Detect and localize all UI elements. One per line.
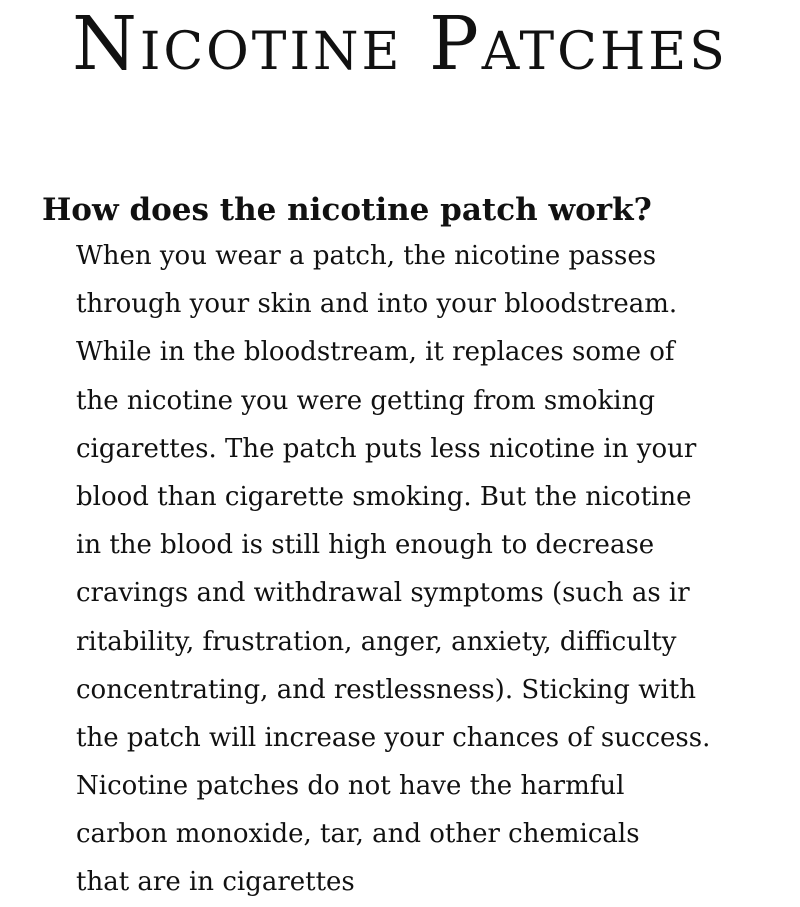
body-line-3: While in the bloodstream, it replaces some of xyxy=(76,337,675,368)
body-line-10: concentrating, and restlessness). Sticking with xyxy=(76,674,696,705)
body-line-6: blood than cigarette smoking. But the nicotine xyxy=(76,481,692,512)
body-line-9: ritability, frustration, anger, anxiety, difficulty xyxy=(76,626,677,657)
body-line-11: the patch will increase your chances of success. xyxy=(76,722,711,753)
body-line-5: cigarettes. The patch puts less nicotine in your xyxy=(76,433,697,464)
body-line-7: in the blood is still high enough to decrease xyxy=(76,530,655,561)
body-line-12: Nicotine patches do not have the harmful xyxy=(76,771,625,802)
body-line-14: that are in cigarettes xyxy=(76,867,355,898)
body-line-1: When you wear a patch, the nicotine passes xyxy=(76,241,657,271)
page-title: Nicotine Patches xyxy=(72,1,728,87)
body-line-4: the nicotine you were getting from smoking xyxy=(76,385,655,416)
body-line-2: through your skin and into your bloodstream. xyxy=(76,289,678,320)
body-line-13: carbon monoxide, tar, and other chemicals xyxy=(76,819,640,850)
section-heading: How does the nicotine patch work? xyxy=(42,192,652,228)
body-line-8: cravings and withdrawal symptoms (such as ir xyxy=(76,578,690,609)
body-paragraph xyxy=(76,232,710,907)
